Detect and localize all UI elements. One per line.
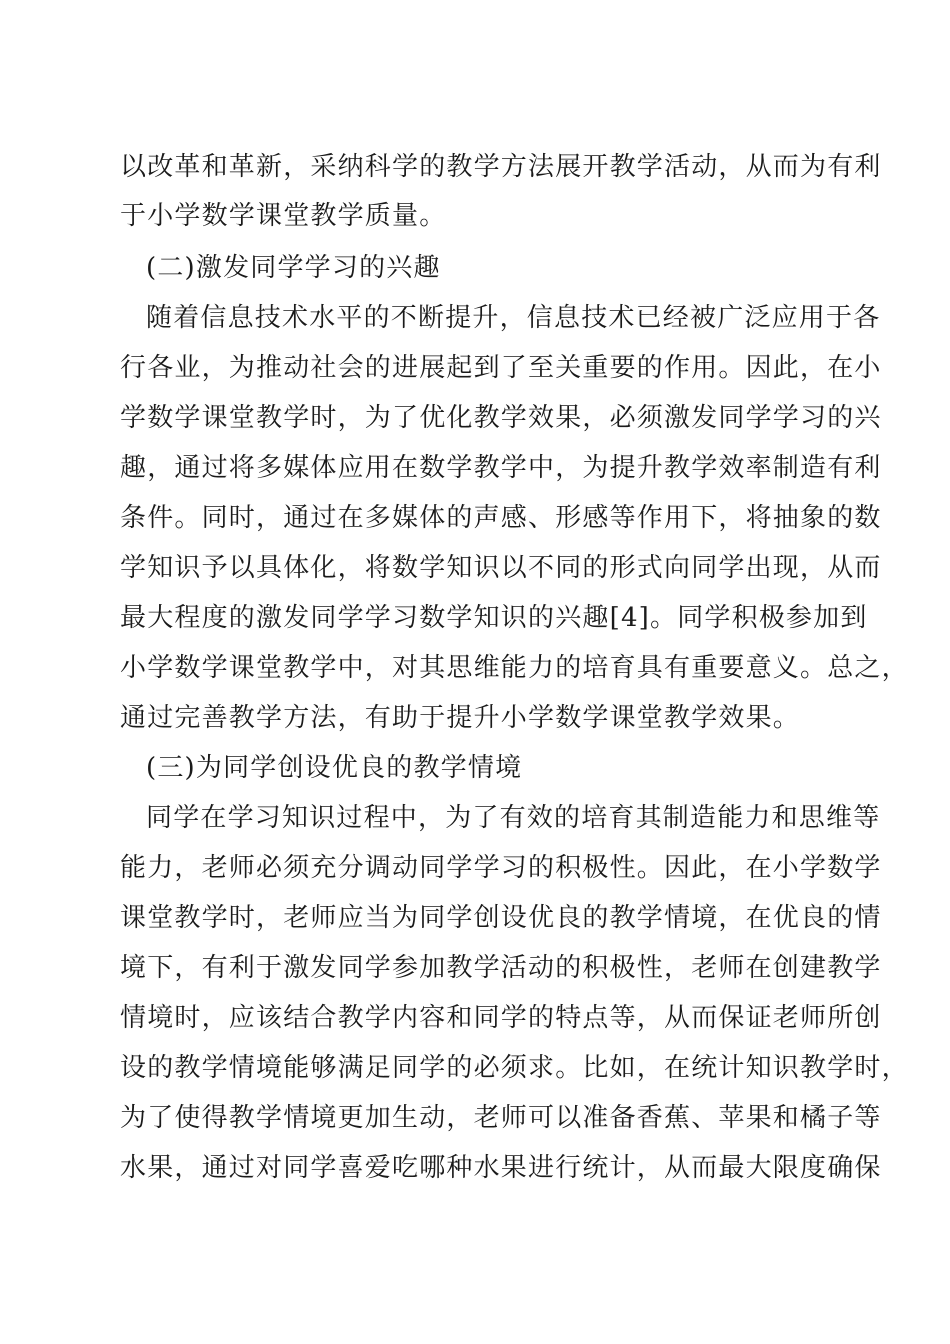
body-text-line: 设的教学情境能够满足同学的必须求。比如，在统计知识教学时，: [120, 1053, 909, 1083]
body-text-line: 最大程度的激发同学学习数学知识的兴趣[4]。同学积极参加到: [120, 603, 868, 633]
body-text-line: 趣，通过将多媒体应用在数学教学中，为提升教学效率制造有利: [120, 453, 882, 483]
body-text-line: 能力，老师必须充分调动同学学习的积极性。因此，在小学数学: [120, 853, 882, 883]
body-text-line: 于小学数学课堂教学质量。: [120, 201, 447, 231]
body-text-line: 小学数学课堂教学中，对其思维能力的培育具有重要意义。总之，: [120, 653, 909, 683]
body-text-line: 同学在学习知识过程中，为了有效的培育其制造能力和思维等: [146, 803, 881, 833]
section-heading: (二)激发同学学习的兴趣: [146, 253, 441, 283]
body-text-line: 学知识予以具体化，将数学知识以不同的形式向同学出现，从而: [120, 553, 882, 583]
body-text-line: 以改革和革新，采纳科学的教学方法展开教学活动，从而为有利: [120, 152, 882, 182]
section-heading: (三)为同学创设优良的教学情境: [146, 753, 523, 783]
body-text-line: 水果，通过对同学喜爱吃哪种水果进行统计，从而最大限度确保: [120, 1153, 882, 1183]
body-text-line: 行各业，为推动社会的进展起到了至关重要的作用。因此，在小: [120, 353, 882, 383]
body-text-line: 课堂教学时，老师应当为同学创设优良的教学情境，在优良的情: [120, 903, 882, 933]
body-text-line: 为了使得教学情境更加生动，老师可以准备香蕉、苹果和橘子等: [120, 1103, 882, 1133]
body-text-line: 条件。同时，通过在多媒体的声感、形感等作用下，将抽象的数: [120, 503, 882, 533]
body-text-line: 随着信息技术水平的不断提升，信息技术已经被广泛应用于各: [146, 303, 881, 333]
body-text-line: 境下，有利于激发同学参加教学活动的积极性，老师在创建教学: [120, 953, 882, 983]
body-text-line: 通过完善教学方法，有助于提升小学数学课堂教学效果。: [120, 703, 801, 733]
body-text-line: 情境时，应该结合教学内容和同学的特点等，从而保证老师所创: [120, 1003, 882, 1033]
body-text-line: 学数学课堂教学时，为了优化教学效果，必须激发同学学习的兴: [120, 403, 882, 433]
